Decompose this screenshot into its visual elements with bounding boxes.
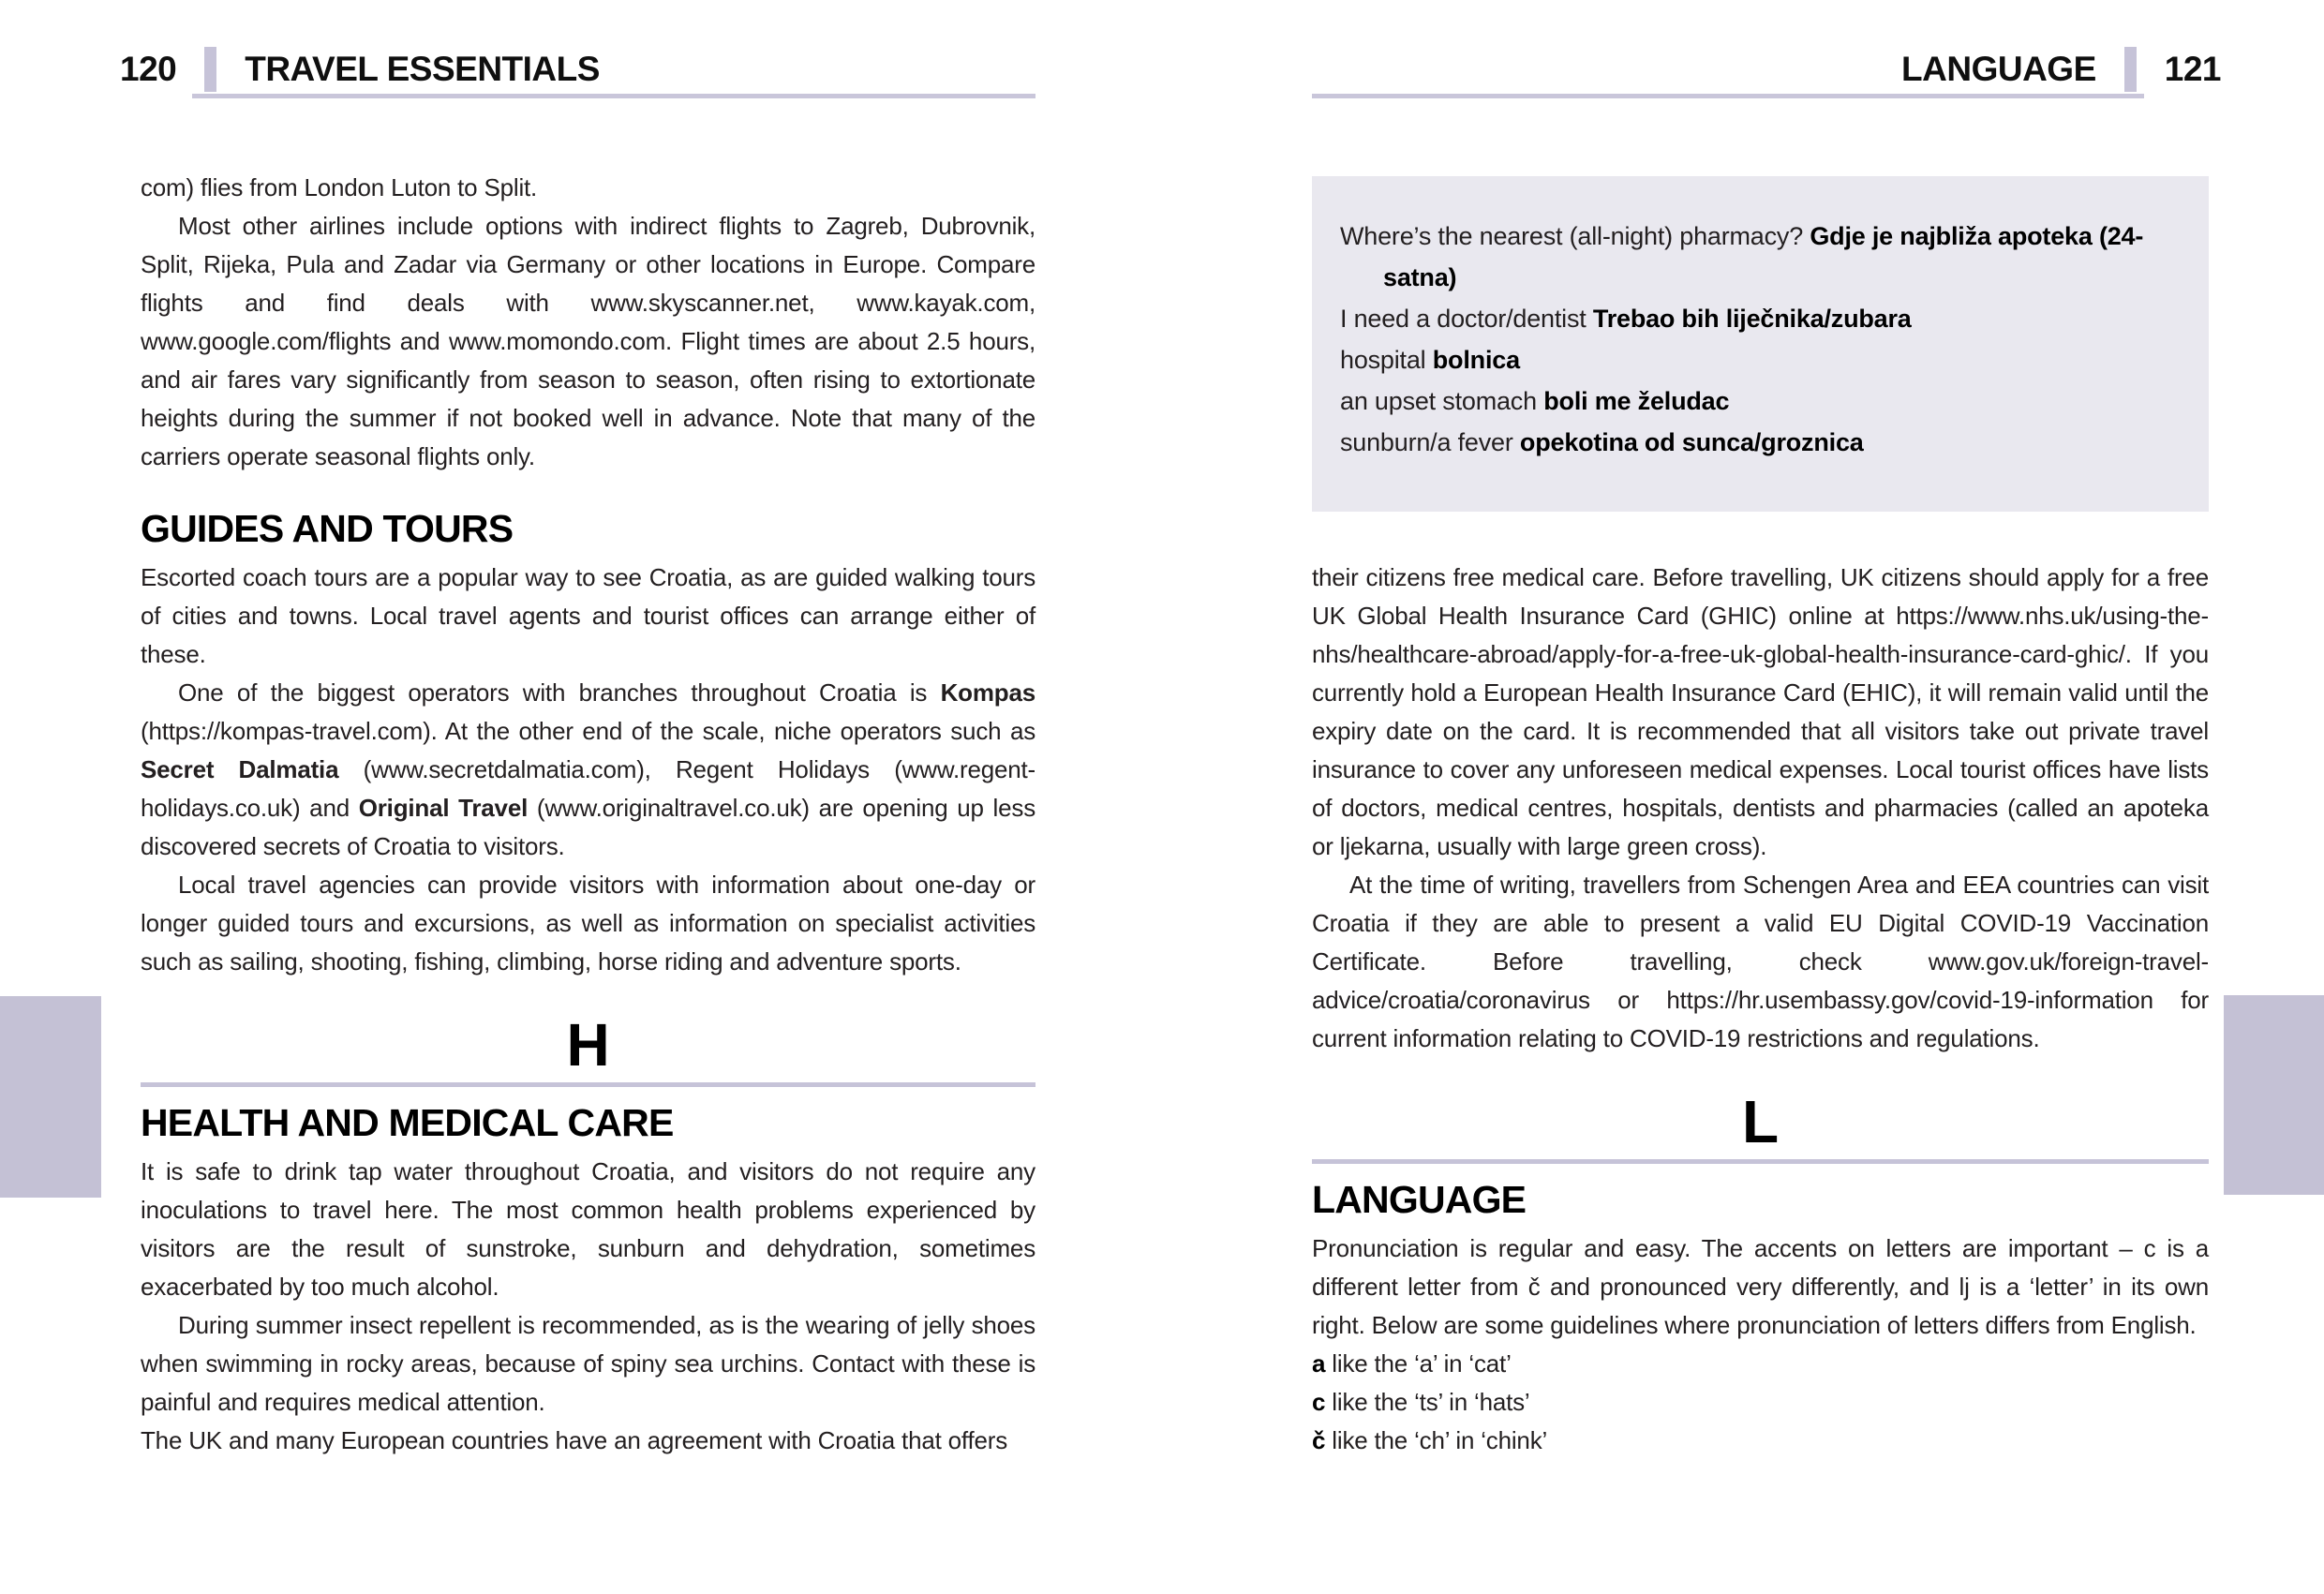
section-divider-l — [1312, 1159, 2209, 1164]
para-guides-intro: Escorted coach tours are a popular way to see Croatia, as are guided walking tours of cities and towns. Local travel agents and tourist offices can arrange either of these. — [141, 563, 1035, 668]
phrase-english: Where’s the nearest (all-night) pharmacy? — [1340, 222, 1810, 250]
para-medical-covid: At the time of writing, travellers from Schengen Area and EEA countries can visit Croatia if they are able to present a valid EU Digital COVID-19 Vaccination Certificate. Before travelling, check www.gov.uk/foreign-travel-advice/croatia/coronavirus or https://hr.usembassy.gov/covid-19-information for current information relating to COVID-19 restrictions and regulations. — [1312, 871, 2209, 1052]
phrasebook-panel — [1312, 176, 2209, 512]
phrase-english: hospital — [1340, 346, 1433, 374]
para-flights-continuation: com) flies from London Luton to Split. — [141, 173, 538, 201]
phrase-croatian: opekotina od sunca/groznica — [1519, 428, 1864, 456]
pronunciation-letter: c — [1312, 1388, 1326, 1416]
para-flights-airlines: Most other airlines include options with indirect flights to Zagreb, Dubrovnik, Split, Rijeka, Pula and Zadar via Germany or other locations in Europe. Compare flights and find deals with www.skyscanner.net, www.kayak.com, www.google.com/flights and www.momondo.com. Flight times are about 2.5 hours, and air fares vary significantly from season to season, often rising to extortionate heights during the summer if not booked well in advance. Note that many of the carriers operate seasonal flights only. — [141, 212, 1035, 470]
pronunciation-letter: a — [1312, 1349, 1326, 1378]
pronunciation-example: like the ‘ch’ in ‘chink’ — [1325, 1426, 1548, 1454]
para-health-uk-agreement: The UK and many European countries have an agreement with Croatia that offers — [141, 1426, 1007, 1454]
phrase-english: sunburn/a fever — [1340, 428, 1520, 456]
header-rule-left — [192, 94, 1035, 98]
page-number-left: 120 — [120, 50, 177, 88]
para-guides-agencies: Local travel agencies can provide visitors with information about one-day or longer guided tours and excursions, as well as information on specialist activities such as sailing, shooting, fishing, climbing, horse riding and adventure sports. — [141, 871, 1035, 976]
heading-guides-and-tours: GUIDES AND TOURS — [141, 507, 514, 550]
header-title-right: LANGUAGE — [1901, 50, 2096, 88]
phrase-english: an upset stomach — [1340, 387, 1544, 415]
page-edge-tab-right — [2224, 995, 2324, 1195]
para-language-intro: Pronunciation is regular and easy. The accents on letters are important – c is a different letter from č and pronounced very differently, and lj is a ‘letter’ in its own right. Below are some guidelines where pronunciation of letters differs from English. — [1312, 1234, 2209, 1339]
phrase-english: I need a doctor/dentist — [1340, 305, 1593, 333]
column-left — [141, 169, 1035, 1460]
para-health-insects: During summer insect repellent is recommended, as is the wearing of jelly shoes when swimming in rocky areas, because of spiny sea urchins. Contact with these is painful and requires medical attention. — [141, 1311, 1035, 1416]
phrase-croatian: Trebao bih liječnika/zubara — [1592, 305, 1912, 333]
para-medical-ghic: their citizens free medical care. Before travelling, UK citizens should apply for a free UK Global Health Insurance Card (GHIC) online at https://www.nhs.uk/using-the-nhs/healthcare-abroad/apply-for-a-free-uk-global-health-insurance-card-ghic/. If you currently hold a European Health Insurance Card (EHIC), it will remain valid until the expiry date on the card. It is recommended that all visitors take out private travel insurance to cover any unforeseen medical expenses. Local tourist offices have lists of doctors, medical centres, hospitals, dentists and pharmacies (called an apoteka or ljekarna, usually with large green cross). — [1312, 563, 2209, 860]
section-index-letter-h: H — [566, 1011, 610, 1079]
para-guides-operators: One of the biggest operators with branches throughout Croatia is Kompas (https://kompas-travel.com). At the other end of the scale, niche operators such as Secret Dalmatia (www.secretdalmatia.com), Regent Holidays (www.regent-holidays.co.uk) and Original Travel (www.originaltravel.co.uk) are opening up less discovered secrets of Croatia to visitors. — [141, 678, 1035, 860]
phrase-croatian: Gdje je najbliža apoteka (24-satna) — [1383, 222, 2144, 291]
header-accent-bar-right — [2124, 47, 2137, 92]
phrase-line-sunburn — [1340, 422, 2184, 463]
page-edge-tab-left — [0, 996, 101, 1198]
pronunciation-example: like the ‘ts’ in ‘hats’ — [1325, 1388, 1530, 1416]
pronunciation-example: like the ‘a’ in ‘cat’ — [1325, 1349, 1512, 1378]
running-header-left — [120, 47, 600, 92]
pronunciation-letter: č — [1312, 1426, 1326, 1454]
heading-health-and-medical-care: HEALTH AND MEDICAL CARE — [141, 1101, 674, 1144]
running-header-right — [1901, 47, 2221, 92]
phrase-line-doctor — [1340, 298, 2184, 339]
phrase-line-hospital — [1340, 339, 2184, 380]
phrase-croatian: bolnica — [1432, 346, 1520, 374]
header-title-left: TRAVEL ESSENTIALS — [245, 50, 600, 88]
pronunciation-line-c — [1312, 1383, 2209, 1422]
phrase-croatian: boli me želudac — [1543, 387, 1730, 415]
para-health-water: It is safe to drink tap water throughout Croatia, and visitors do not require any inoculations to travel here. The most common health problems experienced by visitors are the result of sunstroke, sunburn and dehydration, sometimes exacerbated by too much alcohol. — [141, 1157, 1035, 1301]
section-divider-h — [141, 1082, 1035, 1087]
column-right — [1312, 176, 2209, 1460]
header-accent-bar-left — [204, 47, 216, 92]
phrase-line-stomach — [1340, 380, 2184, 422]
header-rule-right — [1312, 94, 2144, 98]
heading-language: LANGUAGE — [1312, 1178, 1527, 1221]
section-index-letter-l: L — [1742, 1088, 1779, 1155]
pronunciation-line-ch — [1312, 1422, 2209, 1460]
page-number-right: 121 — [2164, 50, 2221, 88]
phrase-line-pharmacy — [1340, 216, 2184, 298]
pronunciation-line-a — [1312, 1345, 2209, 1383]
